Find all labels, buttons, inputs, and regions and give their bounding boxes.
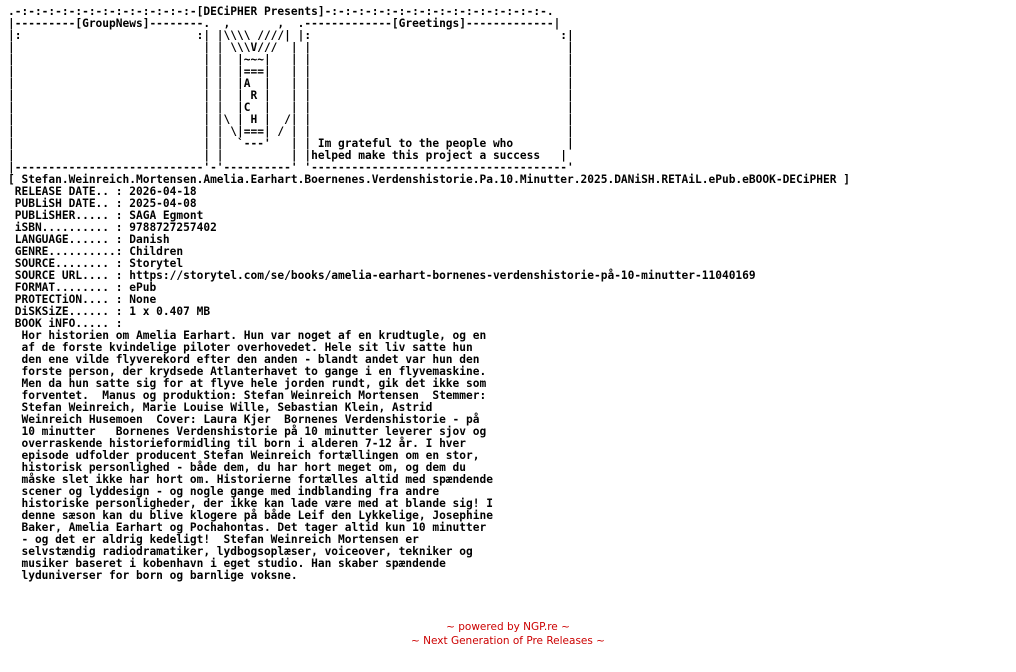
nfo-line: |----------------------------'-'----------' '--------------------------------------' [8, 161, 574, 174]
nfo-line: |---------[GroupNews]--------. , , .-------------[Greetings]-------------| [8, 17, 561, 30]
nfo-line: BOOK iNFO..... : [8, 317, 123, 330]
nfo-line: overraskende historieformidling til born i alderen 7-12 år. I hver [8, 437, 467, 450]
nfo-line: | | | |===| | | | [8, 65, 574, 78]
nfo-line: PUBLiSHER..... : SAGA Egmont [8, 209, 204, 222]
nfo-line: [ Stefan.Weinreich.Mortensen.Amelia.Earhart.Boernenes.Verdenshistorie.Pa.10.Minutter.2025.DANiSH.RETAiL.ePub.eBOOK-DECiPHER ] [8, 173, 850, 186]
nfo-line: GENRE..........: Children [8, 245, 184, 258]
nfo-line: | | | \|===| / | | | [8, 125, 574, 138]
nfo-line: Stefan Weinreich, Marie Louise Wille, Sebastian Klein, Astrid [8, 401, 433, 414]
nfo-line: | | | |~~~| | | | [8, 53, 574, 66]
nfo-line: selvstændig radiodramatiker, lydbogsoplæser, voiceover, tekniker og [8, 545, 473, 558]
nfo-text [8, 6, 850, 582]
nfo-line: LANGUAGE...... : Danish [8, 233, 170, 246]
nfo-line: - og det er aldrig kedeligt! Stefan Weinreich Mortensen er [8, 533, 419, 546]
footer-powered-by: ~ powered by NGP.re ~ [446, 621, 570, 633]
nfo-line: | | | `---' | | Im grateful to the people who | [8, 137, 574, 150]
nfo-line: Baker, Amelia Earhart og Pochahontas. Det tager altid kun 10 minutter [8, 521, 487, 534]
nfo-line: Hor historien om Amelia Earhart. Hun var noget af en krudtugle, og en [8, 329, 487, 342]
nfo-line: RELEASE DATE.. : 2026-04-18 [8, 185, 197, 198]
nfo-line: | | | \\\V/// | | | [8, 41, 574, 54]
nfo-line: iSBN.......... : 9788727257402 [8, 221, 217, 234]
nfo-line: FORMAT........ : ePub [8, 281, 157, 294]
nfo-line: forventet. Manus og produktion: Stefan Weinreich Mortensen Stemmer: [8, 389, 487, 402]
nfo-line: SOURCE URL.... : https://storytel.com/se/books/amelia-earhart-bornenes-verdenshistorie-på-10-minutter-11040169 [8, 269, 756, 282]
nfo-line: PUBLiSH DATE.. : 2025-04-08 [8, 197, 197, 210]
nfo-line: episode udfolder producent Stefan Weinreich fortællingen om en stor, [8, 449, 480, 462]
nfo-line: |: :| |\\\\ ////| |: :| [8, 29, 574, 42]
nfo-line: | | | | R | | | | [8, 89, 574, 102]
nfo-line: | | | | |helped make this project a success | [8, 149, 568, 162]
nfo-line: | | |\ | H | /| | | [8, 113, 574, 126]
nfo-line: Weinreich Husemoen Cover: Laura Kjer Bornenes Verdenshistorie - på [8, 413, 480, 426]
nfo-line: DiSKSiZE...... : 1 x 0.407 MB [8, 305, 211, 318]
nfo-line: måske slet ikke har hort om. Historierne fortælles altid med spændende [8, 473, 493, 486]
nfo-line: SOURCE........ : Storytel [8, 257, 184, 270]
footer [0, 620, 1016, 648]
nfo-line: PROTECTiON.... : None [8, 293, 157, 306]
nfo-line: lyduniverser for born og barnlige voksne. [8, 569, 298, 582]
nfo-line: den ene vilde flyverekord efter den anden - blandt andet var hun den [8, 353, 480, 366]
nfo-line: 10 minutter Bornenes Verdenshistorie på 10 minutter leverer sjov og [8, 425, 487, 438]
nfo-line: Men da hun satte sig for at flyve hele jorden rundt, gik det ikke som [8, 377, 487, 390]
nfo-line: .-:-:-:-:-:-:-:-:-:-:-:-:-:-[DECiPHER Presents]-:-:-:-:-:-:-:-:-:-:-:-:-:-:-:-:-. [8, 5, 554, 18]
nfo-line: af de forste kvindelige piloter overhovedet. Hele sit liv satte hun [8, 341, 473, 354]
nfo-line: scener og lyddesign - og nogle gange med indblanding fra andre [8, 485, 440, 498]
footer-tagline: ~ Next Generation of Pre Releases ~ [411, 635, 605, 647]
nfo-line: denne sæson kan du blive klogere på både Leif den Lykkelige, Josephine [8, 509, 493, 522]
nfo-line: | | | |A | | | | [8, 77, 574, 90]
nfo-line: forste person, der krydsede Atlanterhavet to gange i en flyvemaskine. [8, 365, 487, 378]
nfo-line: historisk personlighed - både dem, du har hort meget om, og dem du [8, 461, 467, 474]
nfo-line: | | | |C | | | | [8, 101, 574, 114]
nfo-line: historiske personligheder, der ikke kan lade være med at blande sig! I [8, 497, 493, 510]
nfo-line: musiker baseret i kobenhavn i eget studio. Han skaber spændende [8, 557, 446, 570]
